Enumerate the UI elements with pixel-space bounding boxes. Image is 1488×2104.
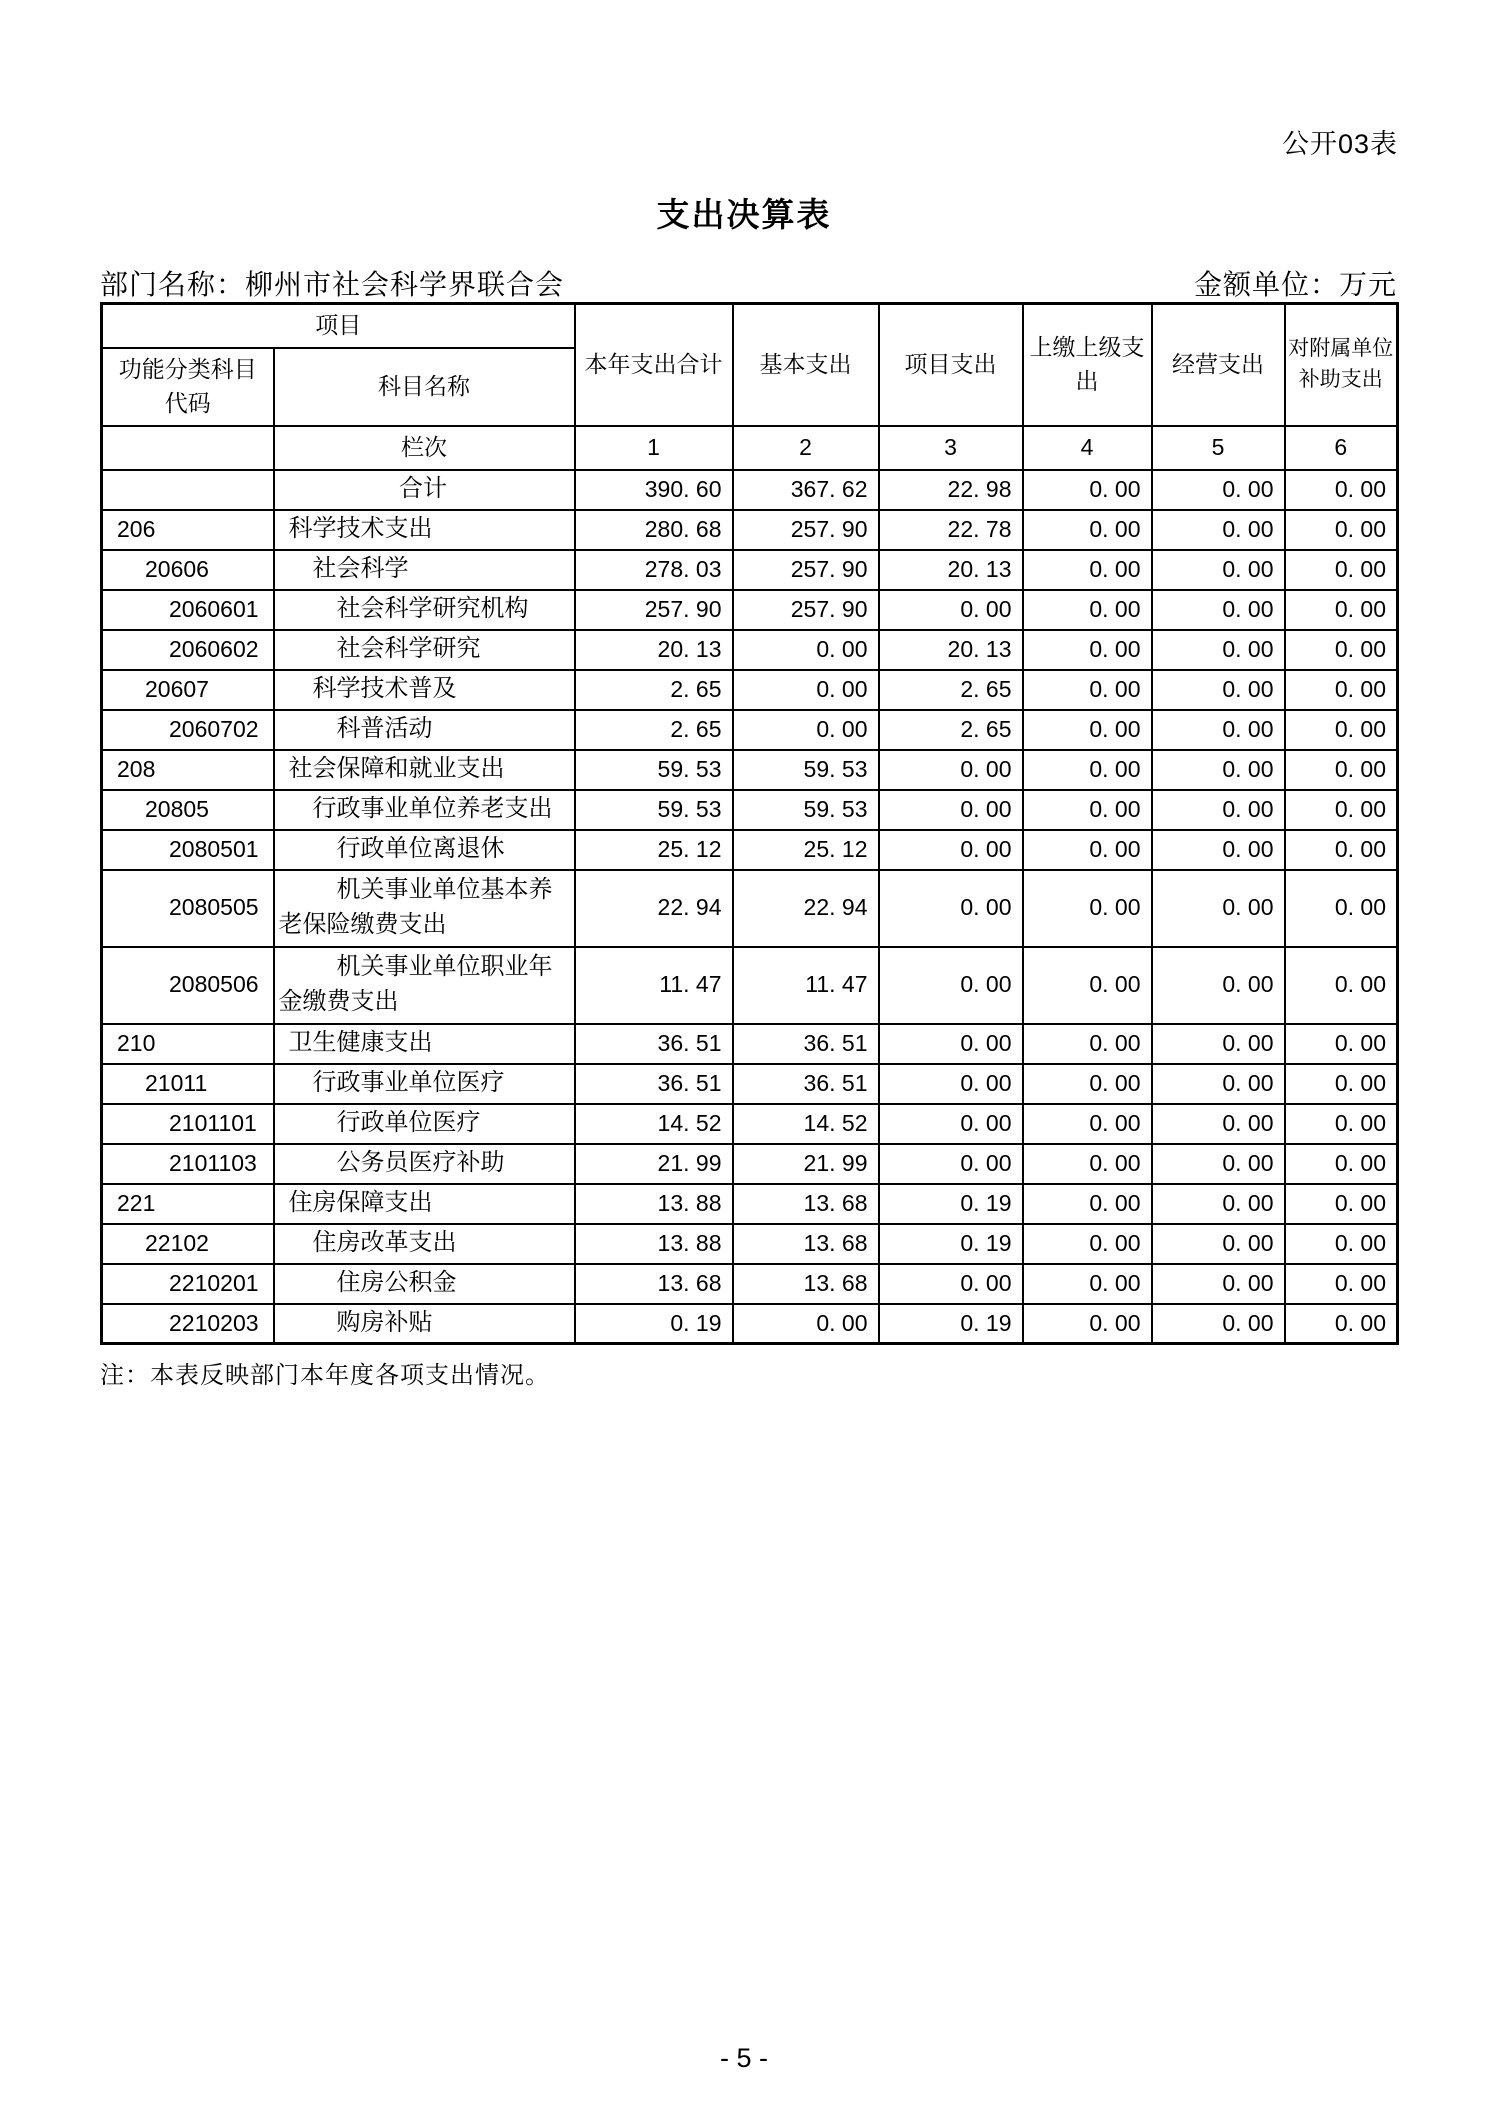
value-cell: 0. 00 [1285,1224,1398,1264]
value-cell: 0. 00 [1285,1144,1398,1184]
value-cell: 0. 00 [1152,830,1285,870]
value-cell: 390. 60 [575,470,733,510]
value-cell: 0. 00 [1152,870,1285,947]
value-cell: 0. 00 [1285,670,1398,710]
value-cell: 2. 65 [879,670,1023,710]
value-cell: 367. 62 [733,470,879,510]
value-cell: 13. 88 [575,1224,733,1264]
code-cell: 2101101 [102,1104,274,1144]
code-cell: 2210203 [102,1304,274,1344]
page-number: - 5 - [719,2043,768,2073]
value-cell: 0. 00 [1152,947,1285,1024]
value-cell: 278. 03 [575,550,733,590]
value-cell: 0. 00 [1023,550,1152,590]
subject-name-cell: 机关事业单位职业年金缴费支出 [274,947,575,1024]
subject-name-cell: 行政事业单位养老支出 [274,790,575,830]
value-cell: 14. 52 [575,1104,733,1144]
code-cell: 20606 [102,550,274,590]
value-cell: 0. 00 [1152,1184,1285,1224]
value-cell: 0. 00 [1152,1064,1285,1104]
value-cell: 0. 00 [1285,1264,1398,1304]
project-group-header: 项目 [102,304,575,348]
value-cell: 21. 99 [733,1144,879,1184]
value-cell: 2. 65 [575,670,733,710]
value-cell: 22. 78 [879,510,1023,550]
value-cell: 0. 00 [1285,510,1398,550]
code-cell: 2060702 [102,710,274,750]
value-cell: 0. 00 [1152,1144,1285,1184]
value-cell: 0. 00 [1023,1024,1152,1064]
header-row-lanci [102,426,1398,470]
value-cell: 0. 00 [879,590,1023,630]
table-row [102,830,1398,870]
doc-label: 公开03表 [1281,129,1398,159]
value-cell: 0. 00 [1023,1104,1152,1144]
subject-name-cell: 卫生健康支出 [274,1024,575,1064]
value-cell: 11. 47 [733,947,879,1024]
code-header: 功能分类科目代码 [102,348,274,426]
table-row [102,1224,1398,1264]
value-cell: 13. 68 [575,1264,733,1304]
value-cell: 280. 68 [575,510,733,550]
value-cell: 0. 00 [1023,1184,1152,1224]
value-cell: 0. 00 [1152,1224,1285,1264]
table-row [102,947,1398,1024]
value-cell: 0. 00 [733,1304,879,1344]
subject-name-cell: 住房保障支出 [274,1184,575,1224]
value-cell: 0. 00 [1285,947,1398,1024]
value-cell: 0. 00 [1152,1104,1285,1144]
lanci-empty-cell [102,426,274,470]
code-cell: 21011 [102,1064,274,1104]
subject-name-cell: 合计 [274,470,575,510]
value-cell: 0. 00 [1285,470,1398,510]
table-row [102,1264,1398,1304]
value-cell: 20. 13 [879,550,1023,590]
subject-name-cell: 行政单位离退休 [274,830,575,870]
table-row [102,710,1398,750]
table-row [102,870,1398,947]
value-cell: 0. 00 [1023,710,1152,750]
col-header-total: 本年支出合计 [575,304,733,426]
table-row [102,470,1398,510]
code-cell: 20805 [102,790,274,830]
name-header: 科目名称 [274,348,575,426]
expenditure-table [100,302,1399,1345]
subject-name-cell: 机关事业单位基本养老保险缴费支出 [274,870,575,947]
value-cell: 0. 00 [1152,750,1285,790]
lanci-number: 2 [733,426,879,470]
value-cell: 0. 19 [879,1184,1023,1224]
value-cell: 21. 99 [575,1144,733,1184]
subject-name-cell: 购房补贴 [274,1304,575,1344]
value-cell: 0. 00 [879,1064,1023,1104]
value-cell: 0. 00 [1023,750,1152,790]
value-cell: 0. 00 [1152,470,1285,510]
subject-name-cell: 行政事业单位医疗 [274,1064,575,1104]
code-cell: 2080505 [102,870,274,947]
value-cell: 2. 65 [879,710,1023,750]
col-header-operating: 经营支出 [1152,304,1285,426]
value-cell: 22. 94 [733,870,879,947]
table-row [102,630,1398,670]
value-cell: 2. 65 [575,710,733,750]
code-cell: 2080501 [102,830,274,870]
value-cell: 0. 00 [1023,830,1152,870]
header-row-project [102,304,1398,348]
code-cell: 22102 [102,1224,274,1264]
value-cell: 59. 53 [733,790,879,830]
table-row [102,1024,1398,1064]
value-cell: 0. 00 [1023,590,1152,630]
subject-name-cell: 社会科学研究 [274,630,575,670]
value-cell: 0. 00 [879,1264,1023,1304]
table-row [102,670,1398,710]
value-cell: 0. 00 [1152,510,1285,550]
value-cell: 0. 00 [879,1144,1023,1184]
value-cell: 0. 00 [1023,1064,1152,1104]
value-cell: 0. 00 [1152,550,1285,590]
value-cell: 0. 00 [733,630,879,670]
table-row [102,1304,1398,1344]
value-cell: 0. 00 [1285,750,1398,790]
value-cell: 59. 53 [733,750,879,790]
value-cell: 0. 00 [879,1104,1023,1144]
value-cell: 0. 00 [879,1024,1023,1064]
code-cell: 2060602 [102,630,274,670]
value-cell: 25. 12 [575,830,733,870]
value-cell: 0. 00 [1285,870,1398,947]
subject-name-cell: 社会科学研究机构 [274,590,575,630]
table-row [102,750,1398,790]
value-cell: 20. 13 [879,630,1023,670]
value-cell: 257. 90 [733,550,879,590]
lanci-number: 3 [879,426,1023,470]
lanci-number: 6 [1285,426,1398,470]
value-cell: 22. 98 [879,470,1023,510]
value-cell: 0. 00 [733,710,879,750]
value-cell: 257. 90 [733,510,879,550]
value-cell: 0. 00 [733,670,879,710]
table-row [102,590,1398,630]
value-cell: 0. 00 [1023,1224,1152,1264]
subject-name-cell: 公务员医疗补助 [274,1144,575,1184]
table-row [102,790,1398,830]
value-cell: 0. 00 [1285,790,1398,830]
code-cell: 20607 [102,670,274,710]
value-cell: 0. 00 [1023,870,1152,947]
table-row [102,1144,1398,1184]
lanci-number: 1 [575,426,733,470]
meta-row [100,263,1397,303]
value-cell: 0. 00 [1285,830,1398,870]
value-cell: 0. 19 [575,1304,733,1344]
value-cell: 0. 00 [1023,1304,1152,1344]
col-header-upper: 上缴上级支出 [1023,304,1152,426]
subject-name-cell: 行政单位医疗 [274,1104,575,1144]
value-cell: 36. 51 [733,1024,879,1064]
code-cell: 2210201 [102,1264,274,1304]
value-cell: 0. 00 [1152,1264,1285,1304]
code-cell: 206 [102,510,274,550]
value-cell: 13. 68 [733,1264,879,1304]
value-cell: 0. 00 [1023,790,1152,830]
value-cell: 0. 00 [1285,630,1398,670]
value-cell: 13. 88 [575,1184,733,1224]
code-cell: 221 [102,1184,274,1224]
col-header-project: 项目支出 [879,304,1023,426]
table-row [102,1104,1398,1144]
value-cell: 22. 94 [575,870,733,947]
page-title: 支出决算表 [656,196,832,233]
value-cell: 20. 13 [575,630,733,670]
value-cell: 0. 00 [1152,1304,1285,1344]
value-cell: 36. 51 [575,1024,733,1064]
value-cell: 14. 52 [733,1104,879,1144]
value-cell: 0. 00 [1152,1024,1285,1064]
value-cell: 0. 00 [1285,590,1398,630]
value-cell: 0. 19 [879,1304,1023,1344]
col-header-basic: 基本支出 [733,304,879,426]
table-row [102,550,1398,590]
value-cell: 36. 51 [733,1064,879,1104]
code-cell: 210 [102,1024,274,1064]
lanci-number: 5 [1152,426,1285,470]
table-header [102,304,1398,470]
value-cell: 0. 00 [1285,1184,1398,1224]
value-cell: 0. 00 [1285,1064,1398,1104]
value-cell: 0. 00 [879,790,1023,830]
value-cell: 0. 00 [879,870,1023,947]
subject-name-cell: 科学技术支出 [274,510,575,550]
code-cell: 2080506 [102,947,274,1024]
subject-name-cell: 社会科学 [274,550,575,590]
value-cell: 0. 00 [1152,670,1285,710]
value-cell: 0. 00 [1023,670,1152,710]
value-cell: 0. 00 [1285,1304,1398,1344]
value-cell: 13. 68 [733,1224,879,1264]
code-cell: 2060601 [102,590,274,630]
value-cell: 0. 00 [1285,1024,1398,1064]
table-row [102,1184,1398,1224]
subject-name-cell: 科学技术普及 [274,670,575,710]
code-cell: 2101103 [102,1144,274,1184]
value-cell: 0. 00 [1023,470,1152,510]
value-cell: 0. 00 [1285,710,1398,750]
table-note: 注：本表反映部门本年度各项支出情况。 [100,1362,550,1389]
lanci-number: 4 [1023,426,1152,470]
value-cell: 0. 00 [879,750,1023,790]
value-cell: 0. 00 [1023,947,1152,1024]
table-row [102,510,1398,550]
value-cell: 36. 51 [575,1064,733,1104]
value-cell: 0. 00 [1023,1264,1152,1304]
value-cell: 0. 00 [1023,510,1152,550]
amount-unit-label: 金额单位：万元 [1193,269,1397,300]
subject-name-cell: 住房改革支出 [274,1224,575,1264]
value-cell: 59. 53 [575,790,733,830]
value-cell: 0. 00 [1023,630,1152,670]
value-cell: 257. 90 [575,590,733,630]
table-row [102,1064,1398,1104]
value-cell: 0. 00 [879,830,1023,870]
value-cell: 257. 90 [733,590,879,630]
value-cell: 0. 00 [1152,590,1285,630]
value-cell: 11. 47 [575,947,733,1024]
value-cell: 25. 12 [733,830,879,870]
code-cell: 208 [102,750,274,790]
table-body [102,470,1398,1344]
code-cell [102,470,274,510]
value-cell: 0. 00 [879,947,1023,1024]
col-header-subsidy: 对附属单位补助支出 [1285,304,1398,426]
value-cell: 59. 53 [575,750,733,790]
expenditure-table-wrap [100,302,1396,1345]
value-cell: 0. 00 [1285,550,1398,590]
value-cell: 0. 00 [1152,790,1285,830]
value-cell: 0. 19 [879,1224,1023,1264]
lanci-label: 栏次 [274,426,575,470]
value-cell: 0. 00 [1023,1144,1152,1184]
subject-name-cell: 社会保障和就业支出 [274,750,575,790]
value-cell: 0. 00 [1152,710,1285,750]
value-cell: 0. 00 [1285,1104,1398,1144]
value-cell: 0. 00 [1152,630,1285,670]
value-cell: 13. 68 [733,1184,879,1224]
subject-name-cell: 科普活动 [274,710,575,750]
subject-name-cell: 住房公积金 [274,1264,575,1304]
department-name-label: 部门名称：柳州市社会科学界联合会 [100,269,565,300]
